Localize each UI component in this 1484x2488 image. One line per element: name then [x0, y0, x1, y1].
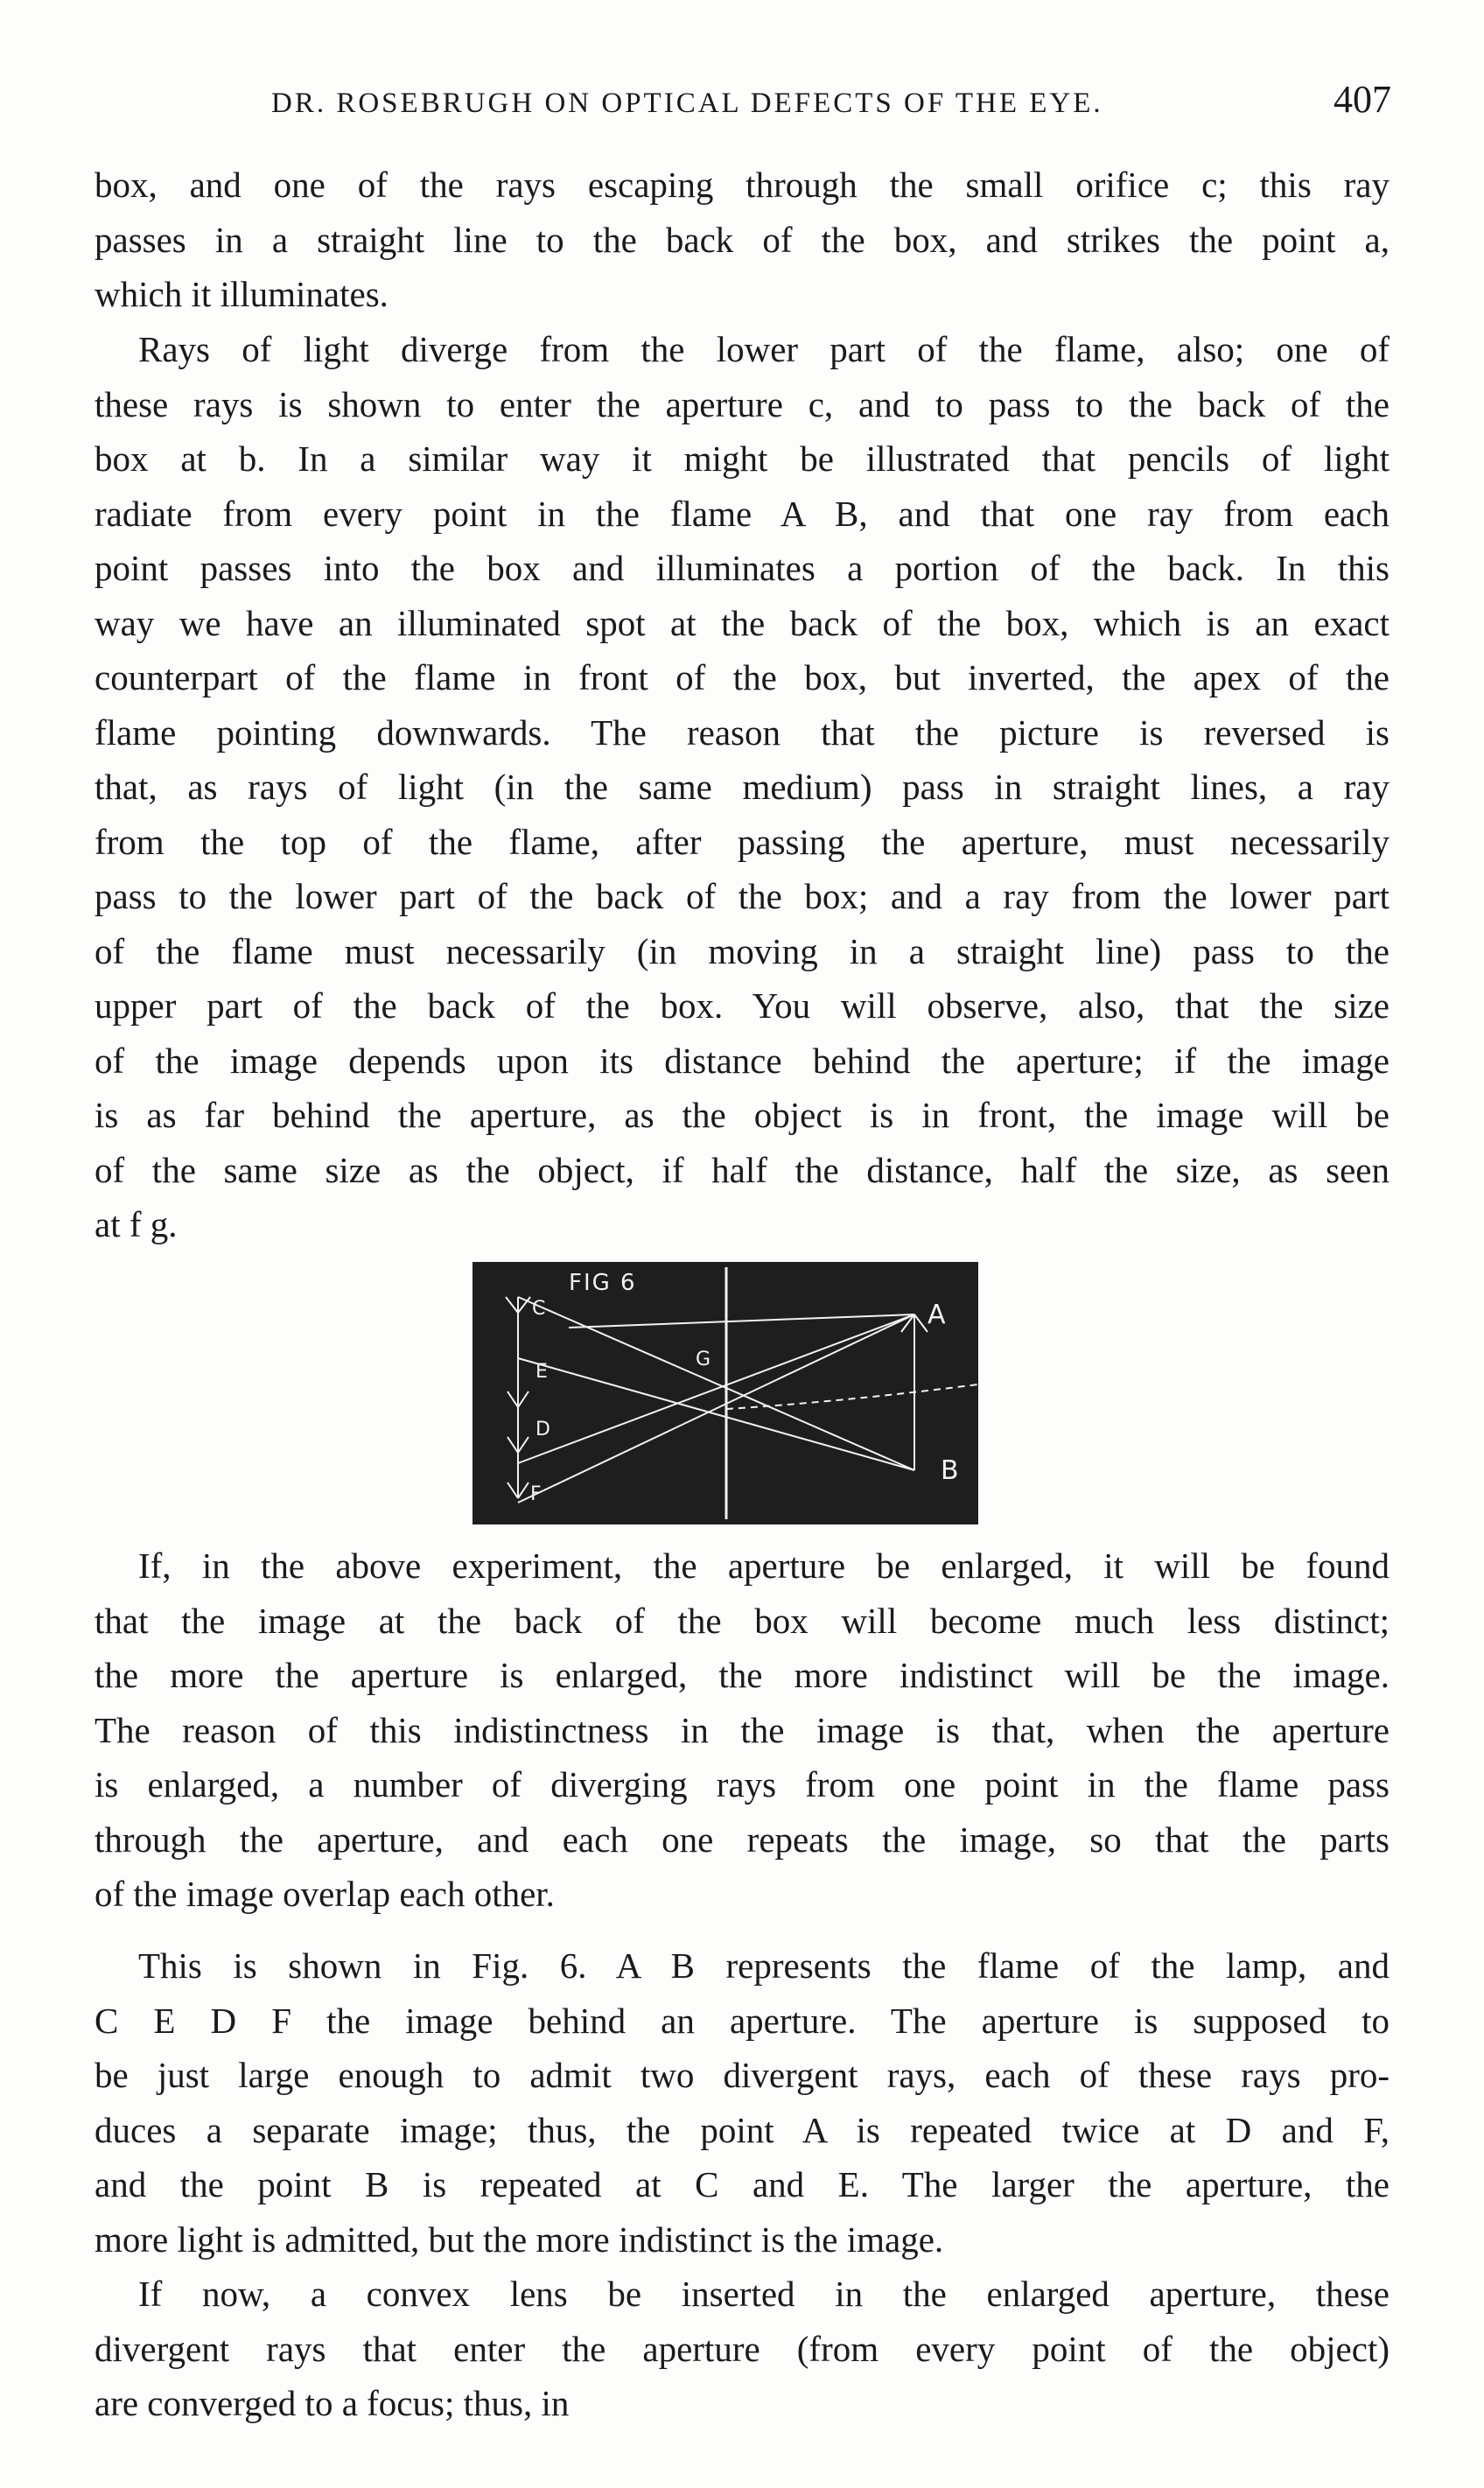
text-line: of the flame must necessarily (in moving in a straight line) pass to the: [94, 930, 1390, 971]
text-line: the more the aperture is enlarged, the more indistinct will be the image.: [94, 1655, 1390, 1695]
label-a: A: [928, 1300, 946, 1330]
paragraph-4: [94, 1938, 1390, 2267]
text-line: This is shown in Fig. 6. A B represents the flame of the lamp, and: [138, 1945, 1390, 1986]
text-line: is enlarged, a number of diverging rays from one point in the flame pass: [94, 1764, 1390, 1805]
text-line: of the image overlap each other.: [94, 1874, 555, 1914]
text-line: C E D F the image behind an aperture. The aperture is supposed to: [94, 2000, 1390, 2041]
paragraph-5: [94, 2267, 1390, 2431]
text-line: that the image at the back of the box will become much less distinct;: [94, 1600, 1390, 1641]
text-line: counterpart of the flame in front of the box, but inverted, the apex of the: [94, 657, 1390, 697]
text-line: way we have an illuminated spot at the back of the box, which is an exact: [94, 602, 1390, 643]
page-number: 407: [1334, 78, 1391, 121]
figure-6-diagram: [472, 1262, 978, 1524]
text-line: upper part of the back of the box. You will observe, also, that the size: [94, 985, 1390, 1026]
text-line: duces a separate image; thus, the point A is repeated twice at D and F,: [94, 2109, 1390, 2150]
figure-6: [472, 1262, 978, 1524]
text-line: point passes into the box and illuminates a portion of the back. In this: [94, 548, 1390, 588]
text-line: at f g.: [94, 1204, 178, 1244]
label-b: B: [941, 1455, 959, 1486]
text-line: The reason of this indistinctness in the image is that, when the aperture: [94, 1709, 1390, 1750]
text-line: passes in a straight line to the back of the box, and strikes the point a,: [94, 219, 1390, 260]
label-d: D: [536, 1419, 550, 1440]
label-e: E: [536, 1361, 548, 1383]
text-line: through the aperture, and each one repeats the image, so that the parts: [94, 1819, 1390, 1860]
text-line: Rays of light diverge from the lower part of the flame, also; one of: [138, 329, 1390, 369]
text-line: and the point B is repeated at C and E. The larger the aperture, the: [94, 2164, 1390, 2204]
text-line: which it illuminates.: [94, 274, 388, 314]
running-title: DR. ROSEBRUGH ON OPTICAL DEFECTS OF THE EYE.: [271, 88, 1103, 119]
text-line: be just large enough to admit two divergent rays, each of these rays pro-: [94, 2055, 1390, 2095]
paragraph-2: [94, 322, 1390, 1252]
paragraph-1: [94, 158, 1390, 322]
text-line: box, and one of the rays escaping through the small orifice c; this ray: [94, 165, 1390, 205]
text-line: that, as rays of light (in the same medium) pass in straight lines, a ray: [94, 767, 1390, 807]
text-line: of the same size as the object, if half the distance, half the size, as seen: [94, 1149, 1390, 1190]
text-line: are converged to a focus; thus, in: [94, 2383, 570, 2423]
label-c: C: [532, 1298, 546, 1320]
text-line: pass to the lower part of the back of the box; and a ray from the lower part: [94, 876, 1390, 916]
text-line: box at b. In a similar way it might be illustrated that pencils of light: [94, 438, 1390, 479]
text-line: flame pointing downwards. The reason that the picture is reversed is: [94, 711, 1390, 753]
paragraph-3: [94, 1538, 1390, 1922]
label-g: G: [696, 1349, 711, 1370]
text-line: If now, a convex lens be inserted in the enlarged aperture, these: [138, 2274, 1390, 2314]
text-line: divergent rays that enter the aperture (from every point of the object): [94, 2328, 1390, 2369]
text-line: these rays is shown to enter the aperture c, and to pass to the back of the: [94, 383, 1390, 424]
text-line: If, in the above experiment, the aperture be enlarged, it will be found: [138, 1545, 1390, 1586]
text-line: is as far behind the aperture, as the object is in front, the image will be: [94, 1095, 1390, 1135]
text-line: more light is admitted, but the more indistinct is the image.: [94, 2218, 944, 2260]
text-line: of the image depends upon its distance behind the aperture; if the image: [94, 1040, 1390, 1081]
running-head: [271, 77, 1409, 130]
text-line: radiate from every point in the flame A B, and that one ray from each: [94, 493, 1390, 534]
label-f: F: [530, 1483, 542, 1505]
figure-caption: FIG 6: [569, 1270, 637, 1296]
text-line: from the top of the flame, after passing the aperture, must necessarily: [94, 821, 1390, 862]
